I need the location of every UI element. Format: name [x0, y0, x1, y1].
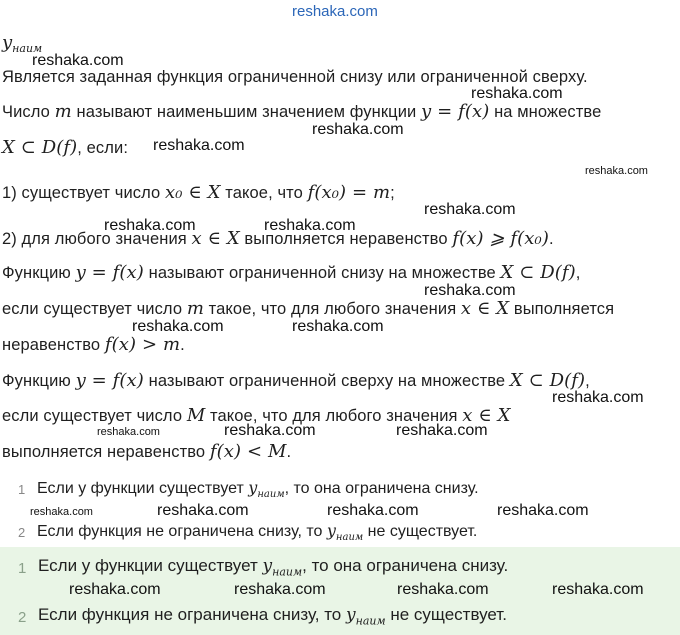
ba-var: M	[186, 405, 206, 426]
watermark: reshaka.com	[312, 121, 404, 138]
watermark: reshaka.com	[292, 318, 384, 335]
cond2-prefix: 2) для любого значения	[2, 230, 187, 248]
watermark: reshaka.com	[397, 581, 489, 598]
cond1-prefix: 1) существует число	[2, 184, 161, 202]
watermark: reshaka.com	[585, 165, 648, 177]
list2-text-a: Если функция не ограничена снизу, то	[37, 523, 323, 540]
definition-line-1	[2, 101, 601, 123]
bb-end: .	[180, 336, 185, 354]
ba-text-5: выполняется неравенство	[2, 443, 206, 461]
watermark: reshaka.com	[424, 282, 516, 299]
list1-sub: наим	[257, 489, 285, 501]
answer2-text-a: Если функция не ограничена снизу, то	[38, 605, 342, 624]
answer2-symbol: y	[345, 605, 356, 625]
list2-sub: наим	[335, 532, 364, 544]
watermark: reshaka.com	[32, 52, 124, 69]
watermark: reshaka.com	[132, 318, 224, 335]
bb-text-3: если существует число	[2, 300, 183, 318]
bb-text-5: выполняется	[513, 300, 615, 318]
definition-line-2	[2, 137, 128, 159]
watermark: reshaka.com	[552, 389, 644, 406]
term-sub: наим	[12, 42, 43, 56]
ba-text-3: если существует число	[2, 407, 183, 425]
list-number-1: 1	[18, 482, 26, 497]
watermark: reshaka.com	[30, 506, 93, 518]
ba-x: x ∈ X	[462, 405, 511, 426]
ba-text-2: называют ограниченной сверху на множестве	[148, 372, 506, 390]
bb-text-2: называют ограниченной снизу на множестве	[148, 264, 496, 282]
watermark: reshaka.com	[327, 502, 419, 519]
answer-item-2	[38, 605, 507, 627]
list1-text-a: Если у функции существует	[37, 480, 244, 497]
cond2-mid: выполняется неравенство	[244, 230, 448, 248]
watermark: reshaka.com	[157, 502, 249, 519]
def-formula-f: y = f(x)	[421, 101, 490, 122]
bounded-below-line-2	[2, 298, 614, 320]
ba-set: X ⊂ D(f)	[509, 370, 586, 391]
list2-text-b: не существует.	[367, 523, 478, 540]
cond2-suffix: .	[548, 230, 554, 248]
watermark: reshaka.com	[264, 217, 356, 234]
answer1-sub: наим	[272, 565, 303, 579]
bounded-above-line-3	[2, 441, 291, 463]
intro-text: Является заданная функция ограниченной снизу или ограниченной сверху.	[2, 68, 588, 86]
answer1-text-a: Если у функции существует	[38, 556, 258, 575]
ba-comma: ,	[585, 372, 590, 390]
cond2-formula-1: x ∈ X	[191, 228, 240, 249]
answer2-text-b: не существует.	[390, 605, 507, 624]
list2-symbol: y	[326, 521, 336, 540]
answer-number-1: 1	[18, 560, 27, 577]
site-header[interactable]: reshaka.com	[292, 3, 378, 20]
list-item-1	[37, 478, 479, 500]
cond1-formula-2: f(x₀) = m	[307, 182, 391, 203]
watermark: reshaka.com	[153, 137, 245, 154]
watermark: reshaka.com	[471, 85, 563, 102]
cond1-formula-1: x₀ ∈ X	[165, 182, 221, 203]
bb-text-4: такое, что для любого значения	[208, 300, 457, 318]
bounded-above-line-1	[2, 370, 590, 392]
bb-text-6: неравенство	[2, 336, 101, 354]
ba-end: .	[286, 443, 292, 461]
answer1-text-b: , то она ограничена снизу.	[302, 556, 509, 575]
def-text-4: , если:	[77, 139, 129, 157]
watermark: reshaka.com	[69, 581, 161, 598]
answer2-sub: наим	[355, 614, 386, 628]
def-var-m: m	[54, 101, 72, 122]
watermark: reshaka.com	[497, 502, 589, 519]
answer-number-2: 2	[18, 609, 27, 626]
answer1-symbol: y	[262, 556, 273, 576]
cond1-mid: такое, что	[225, 184, 303, 202]
bb-text-1: Функцию	[2, 264, 71, 282]
watermark: reshaka.com	[104, 217, 196, 234]
watermark: reshaka.com	[424, 201, 516, 218]
answer-item-1	[38, 556, 508, 578]
list1-text-b: , то она ограничена снизу.	[284, 480, 479, 497]
condition-1	[2, 182, 395, 204]
watermark: reshaka.com	[234, 581, 326, 598]
bb-var: m	[186, 298, 204, 319]
list-number-2: 2	[18, 525, 26, 540]
bb-x: x ∈ X	[460, 298, 510, 319]
cond2-formula-2: f(x) ⩾ f(x₀)	[452, 228, 549, 249]
cond1-suffix: ;	[390, 184, 395, 202]
bounded-below-line-1	[2, 262, 580, 284]
watermark: reshaka.com	[97, 426, 160, 438]
ba-text-1: Функцию	[2, 372, 71, 390]
ba-inequality: f(x) < M	[209, 441, 287, 462]
term-symbol: y	[2, 32, 13, 53]
list1-symbol: y	[248, 478, 258, 497]
def-set-formula: X ⊂ D(f)	[2, 137, 78, 158]
bb-formula-f: y = f(x)	[75, 262, 144, 283]
ba-text-4: такое, что для любого значения	[210, 407, 458, 425]
bb-set: X ⊂ D(f)	[500, 262, 576, 283]
list-item-2	[37, 521, 477, 543]
bb-inequality: f(x) > m	[104, 334, 181, 355]
bb-comma: ,	[575, 264, 581, 282]
watermark: reshaka.com	[224, 422, 316, 439]
def-text-2: называют наименьшим значением функции	[76, 103, 417, 121]
def-text-1: Число	[2, 103, 50, 121]
bounded-below-line-3	[2, 334, 185, 356]
def-text-3: на множестве	[494, 103, 602, 121]
watermark: reshaka.com	[396, 422, 488, 439]
watermark: reshaka.com	[552, 581, 644, 598]
ba-formula-f: y = f(x)	[75, 370, 144, 391]
